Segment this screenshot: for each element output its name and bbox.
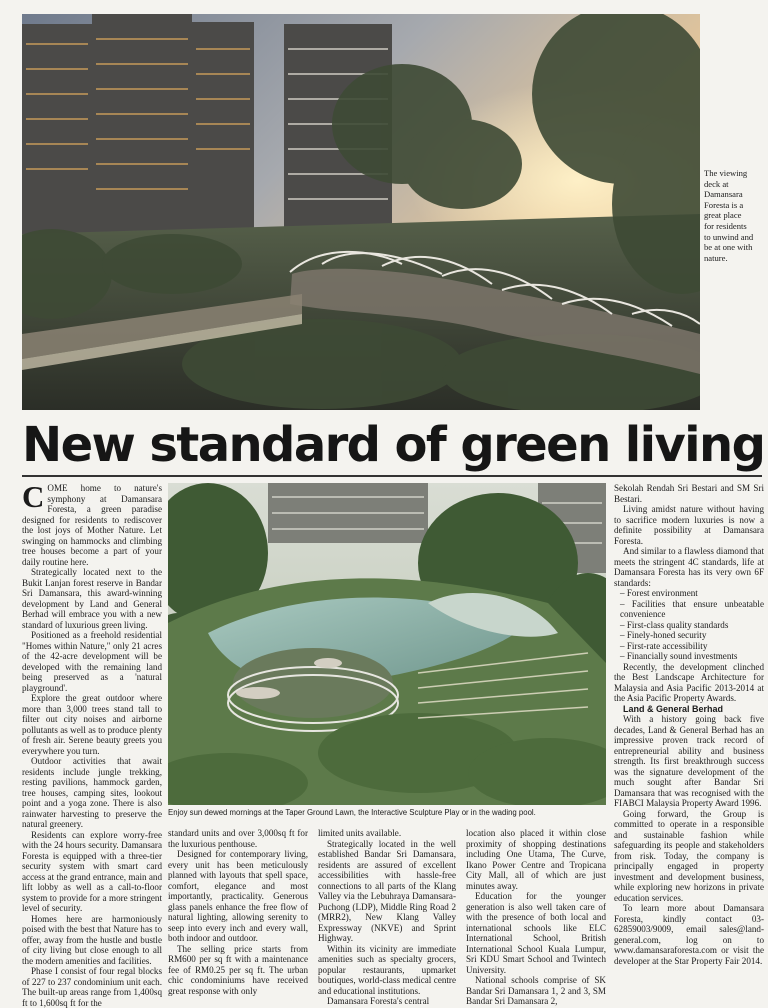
pool-garden-photo	[168, 483, 606, 805]
subheading: Land & General Berhad	[623, 703, 724, 714]
paragraph: Outdoor activities that await residents include jungle trekking, resting pavilions, hammock garden, tree houses, camping sites, lookout point and a yoga zone. There is also rainwater harvesting to preserve the natural greenery.	[22, 756, 162, 829]
list-item: – First-class quality standards	[620, 620, 764, 631]
paragraph: Homes here are harmoniously poised with the best that Nature has to offer, away from the hustle and bustle of city living but close enough to all the modern amenities and facilities.	[22, 913, 162, 966]
list-item: – Financially sound investments	[620, 651, 764, 662]
paragraph: Sekolah Rendah Sri Bestari and SM Sri Bestari.	[614, 483, 764, 504]
paragraph: Recently, the development clinched the Best Landscape Architecture for Malaysia and Asia Pacific 2013-2014 at the Asia Pacific Property Awards.	[614, 661, 764, 703]
paragraph: Positioned as a freehold residential "Homes within Nature," only 21 acres of the 42-acre development will be developed with the remaining land being preserved as a 'natural playground'.	[22, 630, 162, 693]
paragraph: Damansara Foresta's central	[327, 996, 430, 1006]
paragraph: Strategically located in the well established Bandar Sri Damansara, residents are assured of excellent accessibilities with hassle-free connections to all parts of the Klang Valley via the Lebuhraya Damansara-Puchong (LDP), Middle Ring Road 2 (MRR2), New Klang Valley Expressway (NKVE) and Sprint Highway.	[318, 838, 456, 943]
list-item: – Forest environment	[620, 588, 764, 599]
contact-paragraph: To learn more about Damansara Foresta, kindly contact 03-62859003/9009, email sales@land-general.com, log on to www.damansaraforesta.com or visit the developer at the Star Property Fair 2014.	[614, 903, 764, 966]
paragraph: National schools comprise of SK Bandar Sri Damansara 1, 2 and 3, SM Bandar Sri Damansara 2,	[466, 975, 606, 1006]
paragraph: Education for the younger generation is also well taken care of with the presence of both local and international schools like ELC International School, British International School Kuala Lumpur, Sri KDU Smart School and Twintech University.	[466, 891, 606, 975]
paragraph: Living amidst nature without having to sacrifice modern luxuries is now a definite possibility at Damansara Foresta.	[614, 504, 764, 546]
viewing-deck-photo	[22, 14, 700, 410]
list-item: – First-rate accessibility	[620, 641, 764, 652]
article-column-1	[22, 479, 162, 1008]
pool-garden-caption: Enjoy sun dewed mornings at the Taper Ground Lawn, the Interactive Sculpture Play or in the wading pool.	[168, 808, 536, 817]
article-column-2	[168, 828, 308, 996]
paragraph: Within its vicinity are immediate amenities such as specialty grocers, popular restaurants, upmarket boutiques, world-class medical centre and educational institutions.	[318, 943, 456, 996]
drop-cap: C	[22, 479, 45, 514]
six-f-standards-list	[614, 588, 764, 662]
headline: New standard of green living	[22, 417, 765, 473]
paragraph: location also placed it within close proximity of shopping destinations including One Utama, The Curve, Ikano Power Centre and Tropicana City Mall, all of which are just minutes away.	[466, 828, 606, 891]
viewing-deck-caption: The viewing deck at Damansara Foresta is a great place for residents to unwind and be at one with nature.	[704, 168, 754, 263]
paragraph: Designed for contemporary living, every unit has been meticulously planned with layouts that spell space, comfort, elegance and most importantly, practicality. Generous glass panels enhance the free flow of natural lighting, allowing serenity to seep into every inch and every wall, both indoor and outdoor.	[168, 849, 308, 943]
paragraph: With a history going back five decades, Land & General Berhad has an impressive proven track record of entrepreneurial ability and business strength. Its first breakthrough success was the signature development of the much sought after Bandar Sri Damansara that was recognised with the FIABCI Malaysia Property Award 1996.	[614, 714, 764, 808]
paragraph: Going forward, the Group is committed to operate in a responsible and sustainable fashion while safeguarding its people and stakeholders from risk. Today, the company is principally engaged in property investment and development business, while exploring new horizons in private education services.	[614, 808, 764, 903]
headline-rule	[22, 475, 762, 477]
intro-paragraph: COME home to nature's symphony at Damansara Foresta, a green paradise designed for residents to rediscover the lost joys of Mother Nature. Let swinging on hammocks and climbing tree houses become a part of your daily routine here.	[22, 479, 162, 567]
paragraph: Phase I consist of four regal blocks of 227 to 237 condominium unit each. The built-up areas range from 1,400sq ft to 1,600sq ft for the	[22, 966, 162, 1008]
paragraph: Residents can explore worry-free with the 24 hours security. Damansara Foresta is equipped with a three-tier security system with smart card access at the grand entrance, main and lift lobby as well as a call-to-floor system to provide for a more stringent level of security.	[22, 829, 162, 913]
article-column-3	[318, 828, 456, 1007]
list-item: – Facilities that ensure unbeatable convenience	[620, 599, 764, 620]
article-column-5	[614, 483, 764, 966]
paragraph: And similar to a flawless diamond that meets the stringent 4C standards, life at Damansara Foresta has its very own 6F standards:	[614, 546, 764, 588]
paragraph: The selling price starts from RM600 per sq ft with a maintenance fee of RM0.25 per sq ft. The urban chic condominiums have received great response with only	[168, 943, 308, 996]
paragraph: standard units and over 3,000sq ft for the luxurious penthouse.	[168, 828, 308, 849]
list-item: – Finely-honed security	[620, 630, 764, 641]
article-column-4	[466, 828, 606, 1007]
paragraph: Explore the great outdoor where more than 3,000 trees stand tall to filter out city noises and airborne pollutants as well as to produce plenty of fresh air. Serene beauty greets you everywhere you turn.	[22, 693, 162, 756]
paragraph: limited units available.	[318, 828, 402, 838]
paragraph: Strategically located next to the Bukit Lanjan forest reserve in Bandar Sri Damansara, this award-winning development by Land and General Berhad will embrace you with a new standard of luxurious green living.	[22, 567, 162, 630]
